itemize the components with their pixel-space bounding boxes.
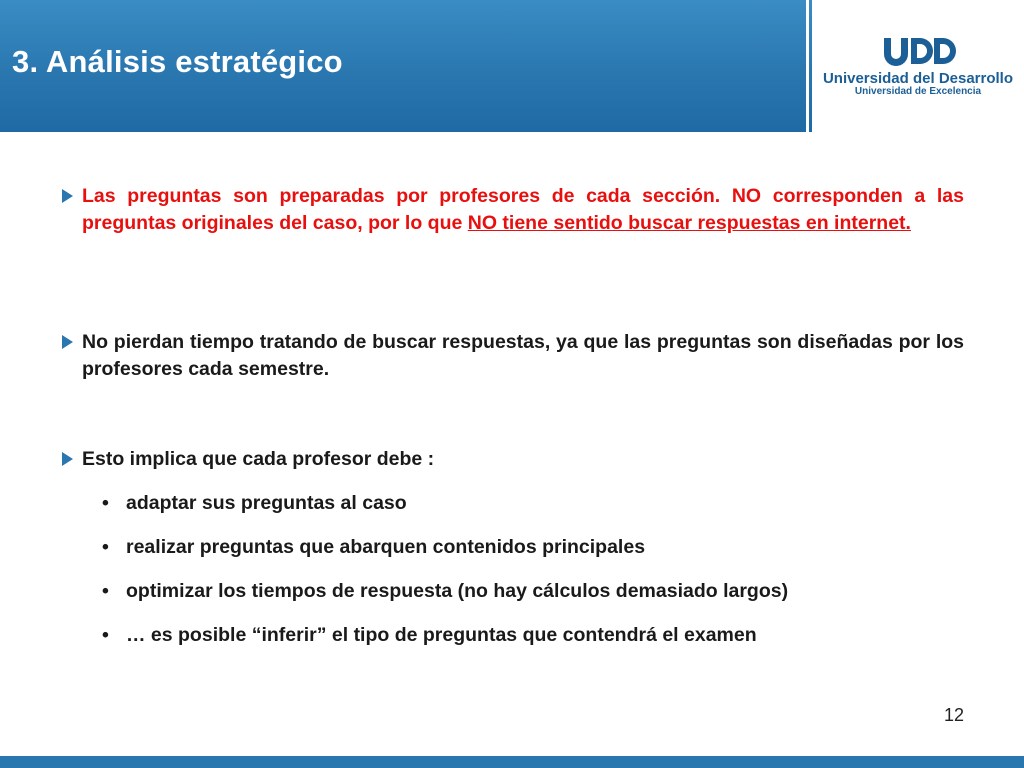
university-logo — [812, 0, 1024, 132]
bullet-underlined-text: NO tiene sentido buscar respuestas en internet. — [467, 212, 911, 234]
sub-list-item — [102, 534, 964, 561]
footer-bar — [0, 756, 1024, 768]
logo-tagline: Universidad de Excelencia — [854, 86, 982, 97]
bullet-text — [82, 183, 964, 237]
dot-bullet-icon: • — [102, 492, 109, 514]
dot-bullet-icon: • — [102, 536, 109, 558]
bullet-item — [62, 446, 964, 473]
udd-logo-mark — [882, 36, 956, 66]
dot-bullet-icon: • — [102, 624, 109, 646]
header-divider — [806, 0, 809, 132]
sub-list-item — [102, 578, 964, 605]
sub-item-text: … es posible “inferir” el tipo de preguntas que contendrá el examen — [126, 624, 757, 646]
slide-title: 3. Análisis estratégico — [12, 44, 343, 79]
bullet-item — [62, 329, 964, 383]
bullet-text: No pierdan tiempo tratando de buscar respuestas, ya que las preguntas son diseñadas por los profesores cada semestre. — [82, 331, 964, 380]
sub-item-text: adaptar sus preguntas al caso — [126, 492, 407, 514]
sub-item-text: optimizar los tiempos de respuesta (no hay cálculos demasiado largos) — [126, 580, 789, 602]
page-number: 12 — [943, 705, 964, 725]
sub-item-text: realizar preguntas que abarquen contenidos principales — [126, 536, 646, 558]
bullet-item — [62, 183, 964, 237]
logo-university-name: Universidad del Desarrollo — [822, 70, 1014, 87]
slide-header — [0, 0, 1024, 132]
sub-list-item — [102, 490, 964, 517]
triangle-bullet-icon — [62, 335, 73, 349]
dot-bullet-icon: • — [102, 580, 109, 602]
triangle-bullet-icon — [62, 189, 73, 203]
bullet-text-part: Las preguntas son preparadas por profesores de cada sección. NO corresponden a las preguntas originales del caso, por lo que — [82, 185, 964, 234]
triangle-bullet-icon — [62, 452, 73, 466]
bullet-text: Esto implica que cada profesor debe : — [82, 448, 435, 470]
sub-list-item — [102, 622, 964, 649]
